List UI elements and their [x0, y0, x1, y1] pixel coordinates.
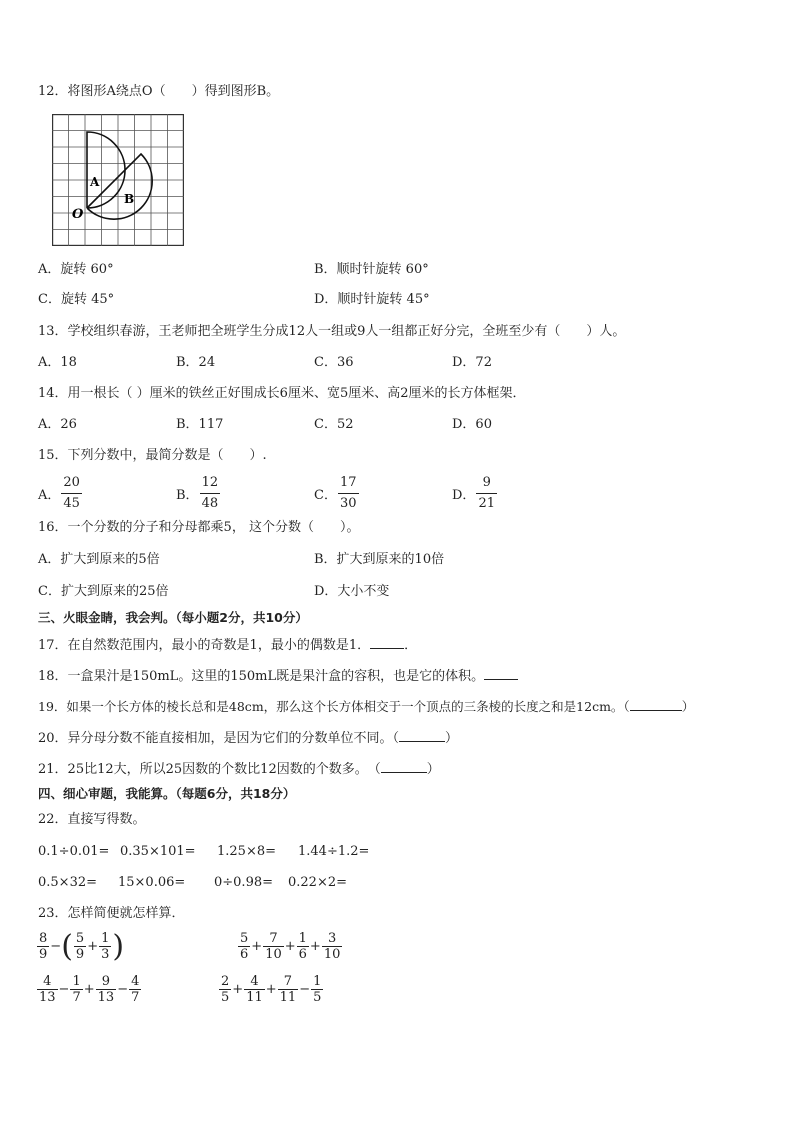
q17-end: ．	[404, 638, 418, 653]
q12-option-c[interactable]: C．旋转 45°	[38, 292, 115, 307]
q12-option-b[interactable]: B．顺时针旋转 60°	[314, 262, 429, 277]
q20-end: ）	[445, 731, 459, 746]
q15-c-numerator: 17	[338, 473, 359, 494]
q15-option-d-letter: D．	[452, 488, 476, 503]
q18-text: 18．一盒果汁是150mL。这里的150mL既是果汁盒的容积，也是它的体积。	[38, 669, 485, 684]
q22-item: 0÷0.98=	[214, 875, 274, 890]
q15-option-a-letter: A．	[38, 488, 61, 503]
q18	[38, 667, 518, 685]
q15-option-b-letter: B．	[176, 488, 199, 503]
q12-stem: 12．将图形A绕点O（ ）得到图形B。	[38, 84, 280, 99]
q22-item: 15×0.06=	[118, 875, 186, 890]
q15-option-a[interactable]	[38, 473, 83, 514]
label-o: O	[72, 207, 84, 222]
q20-text: 20．异分母分数不能直接相加，是因为它们的分数单位不同。（	[38, 731, 400, 746]
q13-stem: 13．学校组织春游，王老师把全班学生分成12人一组或9人一组都正好分完，全班至少有（ ）人。	[38, 324, 626, 339]
q20-answer-blank[interactable]	[399, 729, 445, 742]
q15-b-denominator: 48	[201, 496, 219, 511]
q13-option-c[interactable]: C．36	[314, 355, 354, 370]
q15-option-c[interactable]	[314, 473, 360, 514]
q14-option-b[interactable]: B．117	[176, 417, 224, 432]
q16-option-b[interactable]: B．扩大到原来的10倍	[314, 552, 445, 567]
q23-expression-2: $\frac{5}{6}$ + $\frac{7}{10}$ + $\frac{1}{6}$ + $\frac{3}{10}$	[240, 931, 341, 962]
q19-text: 19．如果一个长方体的棱长总和是48cm，那么这个长方体相交于一个顶点的三条棱的长度之和是12cm。（	[38, 699, 630, 714]
q19	[38, 698, 694, 715]
q22-item: 0.22×2=	[288, 875, 348, 890]
q16-option-d[interactable]: D．大小不变	[314, 584, 390, 599]
q14-option-c[interactable]: C．52	[314, 417, 354, 432]
q22-item: 1.25×8=	[217, 844, 277, 859]
q14-stem: 14．用一根长（ ）厘米的铁丝正好围成长6厘米、宽5厘米、高2厘米的长方体框架．	[38, 386, 526, 401]
q16-option-c[interactable]: C．扩大到原来的25倍	[38, 584, 169, 599]
q23-stem: 23．怎样简便就怎样算．	[38, 906, 185, 921]
q15-d-numerator: 9	[476, 473, 497, 494]
q21-answer-blank[interactable]	[381, 760, 427, 773]
q15-option-c-letter: C．	[314, 488, 337, 503]
q15-c-denominator: 30	[339, 496, 357, 511]
q15-a-numerator: 20	[61, 473, 82, 494]
q17	[38, 636, 417, 654]
q13-option-d[interactable]: D．72	[452, 355, 492, 370]
q21-end: ）	[426, 762, 440, 777]
q15-b-numerator: 12	[200, 473, 221, 494]
q22-item: 0.1÷0.01=	[38, 844, 110, 859]
label-a: A	[90, 175, 100, 189]
q21-text: 21．25比12大，所以25因数的个数比12因数的个数多。 （	[38, 762, 381, 777]
q21	[38, 760, 440, 778]
section-4-heading: 四、细心审题，我能算。（每题6分，共18分）	[38, 786, 296, 801]
q14-option-d[interactable]: D．60	[452, 417, 492, 432]
q15-d-denominator: 21	[478, 496, 495, 511]
q14-option-a[interactable]: A．26	[38, 417, 77, 432]
q20	[38, 729, 458, 747]
q12-option-a[interactable]: A．旋转 60°	[38, 262, 114, 277]
q17-answer-blank[interactable]	[370, 636, 404, 649]
q22-item: 0.35×101=	[120, 844, 196, 859]
q15-a-denominator: 45	[63, 496, 80, 511]
q17-text: 17．在自然数范围内，最小的奇数是1，最小的偶数是1．	[38, 638, 371, 653]
q23-expression-1: $\frac{8}{9}$ − ( $\frac{5}{9}$ + $\frac{1}{3}$ )	[39, 928, 125, 964]
q19-end: ）	[681, 699, 695, 714]
q13-option-a[interactable]: A．18	[38, 355, 77, 370]
section-3-heading: 三、火眼金睛，我会判。（每小题2分，共10分）	[38, 610, 308, 625]
q12-option-d[interactable]: D．顺时针旋转 45°	[314, 292, 430, 307]
q16-stem: 16．一个分数的分子和分母都乘5， 这个分数（ ）。	[38, 520, 360, 535]
q22-item: 1.44÷1.2=	[298, 844, 370, 859]
label-b: B	[124, 192, 135, 206]
q15-stem: 15．下列分数中，最简分数是（ ）.	[38, 448, 267, 463]
rotation-figure	[52, 114, 184, 250]
q15-option-d[interactable]	[452, 473, 498, 514]
q18-answer-blank[interactable]	[484, 667, 518, 680]
q22-stem: 22．直接写得数。	[38, 812, 146, 827]
q19-answer-blank[interactable]	[630, 698, 682, 711]
q23-expression-4: $\frac{2}{5}$ + $\frac{4}{11}$ + $\frac{7}{11}$ − $\frac{1}{5}$	[221, 974, 322, 1005]
q16-option-a[interactable]: A．扩大到原来的5倍	[38, 552, 160, 567]
q22-item: 0.5×32=	[38, 875, 98, 890]
q23-expression-3: $\frac{4}{13}$ − $\frac{1}{7}$ + $\frac{9}{13}$ − $\frac{4}{7}$	[39, 974, 140, 1005]
q13-option-b[interactable]: B．24	[176, 355, 216, 370]
q15-option-b[interactable]	[176, 473, 221, 514]
